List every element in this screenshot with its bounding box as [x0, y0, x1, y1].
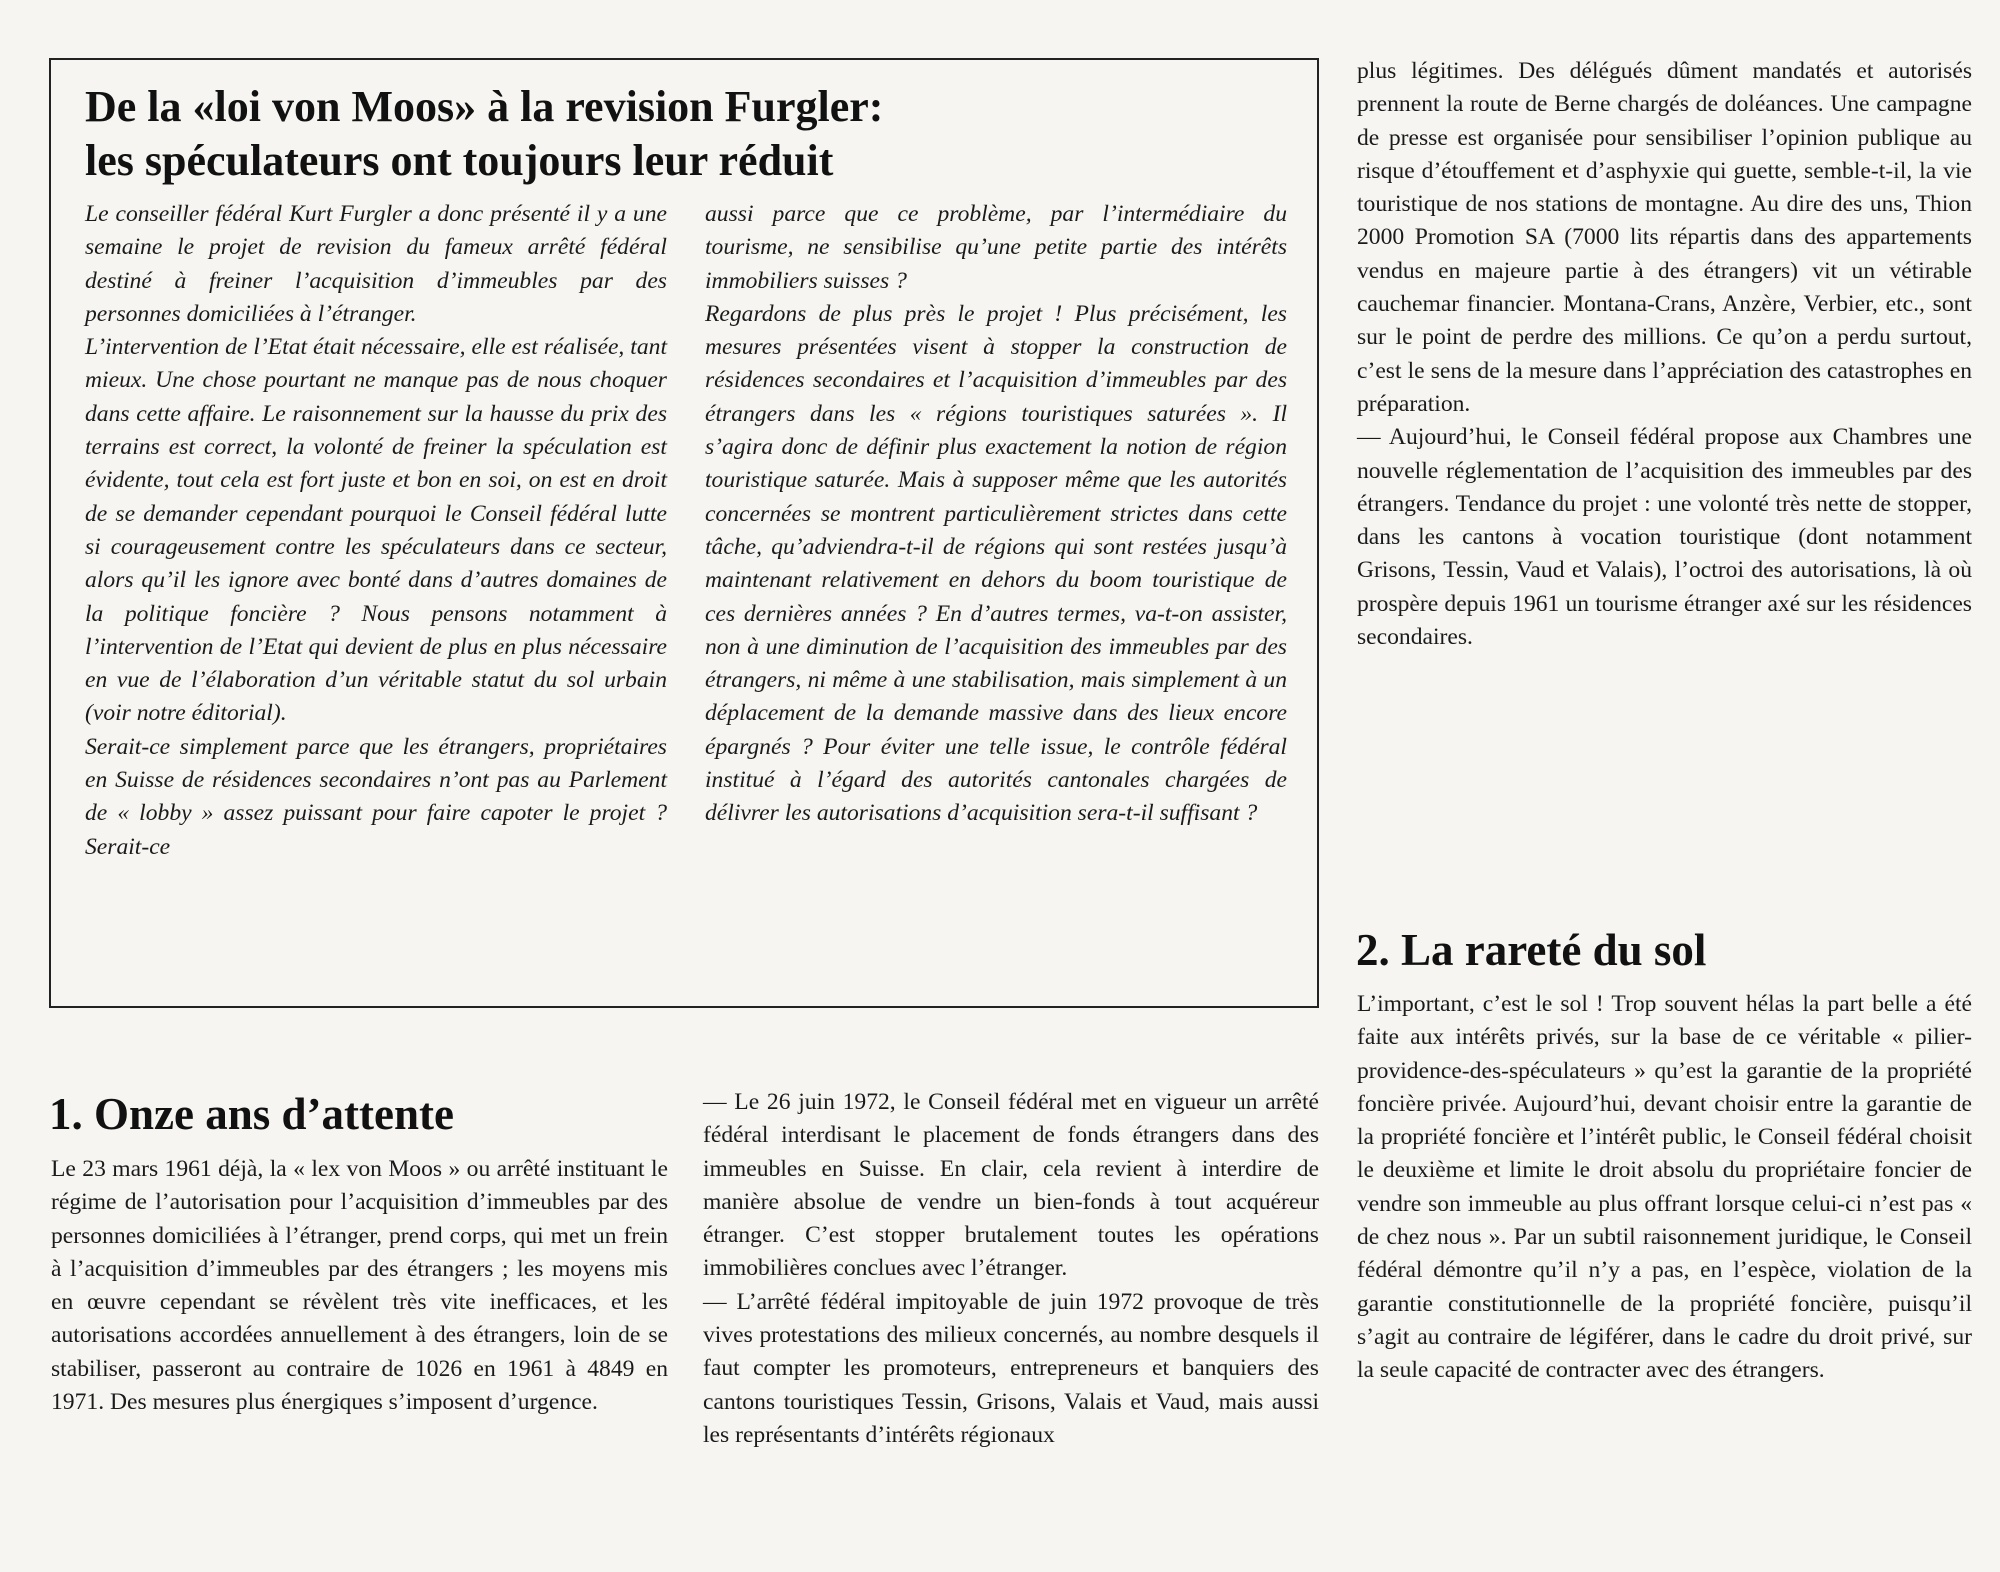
lead-paragraph: Le conseiller fédéral Kurt Furgler a donc présenté il y a une semaine le projet de revision du fameux arrêté fédéral destiné à freiner l’acquisition d’immeubles par des personnes domiciliées à l’étranger. — [85, 201, 667, 327]
lead-box — [49, 58, 1319, 1008]
lead-column-1 — [85, 198, 667, 864]
section-2-title: 2. La rareté du sol — [1356, 925, 1707, 975]
section-1-column-2 — [703, 1086, 1319, 1452]
body-paragraph: plus légitimes. Des délégués dûment mandatés et autorisés prennent la route de Berne chargés de doléances. Une campagne de presse est organisée pour sensibiliser l’opinion publique au risque d’étouffement et d’asphyxie qui guette, semble-t-il, la vie touristique de nos stations de montagne. Au dire des uns, Thion 2000 Promotion SA (7000 lits répartis dans des appartements vendus en majeure partie à des étrangers) vit un vétirable cauchemar financier. Montana-Crans, Anzère, Verbier, etc., sont sur le point de perdre des millions. Ce qu’on a perdu surtout, c’est le sens de la mesure dans l’appréciation des catastrophes en préparation. — [1357, 58, 1972, 417]
headline-line-2: les spéculateurs ont toujours leur réduit — [85, 136, 834, 185]
lead-paragraph: Regardons de plus près le projet ! Plus précisément, les mesures présentées visent à stopper la construction de résidences secondaires et l’acquisition d’immeubles par des étrangers dans les « régions touristiques saturées ». Il s’agira donc de définir plus exactement la notion de région touristique saturée. Mais à supposer même que les autorités concernées se montrent particulièrement strictes dans cette tâche, qu’adviendra-t-il de régions qui sont restées jusqu’à maintenant relativement en dehors du boom touristique de ces dernières années ? En d’autres termes, va-t-on assister, non à une diminution de l’acquisition des immeubles par des étrangers, ni même à une stabilisation, mais simplement à un déplacement de la demande massive dans des lieux encore épargnés ? Pour éviter une telle issue, le contrôle fédéral institué à l’égard des autorités cantonales chargées de délivrer les autorisations d’acquisition sera-t-il suffisant ? — [705, 300, 1287, 827]
body-paragraph: L’important, c’est le sol ! Trop souvent hélas la part belle a été faite aux intérêts privés, sur la base de ce véritable « pilier-providence-des-spéculateurs » qu’est la garantie de la propriété foncière privée. Aujourd’hui, devant choisir entre la garantie de la propriété foncière et l’intérêt public, le Conseil fédéral choisit le deuxième et limite le droit absolu du propriétaire foncier de vendre son immeuble au plus offrant lorsque celui-ci n’est pas « de chez nous ». Par un subtil raisonnement juridique, le Conseil fédéral démontre qu’il n’y a pas, en l’espèce, violation de la garantie constitutionnelle de la propriété foncière, puisqu’il s’agit au contraire de légiférer, dans le cadre du droit privé, sur la seule capacité de contracter avec des étrangers. — [1357, 991, 1972, 1384]
headline-line-1: De la «loi von Moos» à la revision Furgler: — [85, 82, 884, 131]
lead-column-2 — [705, 198, 1287, 864]
lead-paragraph: L’intervention de l’Etat était nécessaire, elle est réalisée, tant mieux. Une chose pourtant ne manque pas de nous choquer dans cette affaire. Le raisonnement sur la hausse du prix des terrains est correct, la volonté de freiner la spéculation est évidente, tout cela est fort juste et bon en soi, on est en droit de se demander cependant pourquoi le Conseil fédéral lutte si courageusement contre les spéculateurs dans ce secteur, alors qu’il les ignore avec bonté dans d’autres domaines de la politique foncière ? Nous pensons notamment à l’intervention de l’Etat qui devient de plus en plus nécessaire en vue de l’élaboration d’un véritable statut du sol urbain (voir notre éditorial). — [85, 334, 667, 727]
headline — [85, 80, 1287, 188]
body-paragraph: Le 23 mars 1961 déjà, la « lex von Moos » ou arrêté instituant le régime de l’autorisation pour l’acquisition d’immeubles par des personnes domiciliées à l’étranger, prend corps, qui met un frein à l’acquisition d’immeubles par des étrangers ; les moyens mis en œuvre cependant se révèlent très vite inefficaces, et les autorisations accordées annuellement à des étrangers, loin de se stabiliser, passeront au contraire de 1026 en 1961 à 4849 en 1971. Des mesures plus énergiques s’imposent d’urgence. — [51, 1156, 668, 1416]
lead-paragraph: aussi parce que ce problème, par l’intermédiaire du tourisme, ne sensibilise qu’une petite partie des intérêts immobiliers suisses ? — [705, 201, 1287, 294]
body-paragraph: — Le 26 juin 1972, le Conseil fédéral met en vigueur un arrêté fédéral interdisant le placement de fonds étrangers dans des immeubles en Suisse. En clair, cela revient à interdire de manière absolue de vendre un bien-fonds à tout acquéreur étranger. C’est stopper brutalement toutes les opérations immobilières conclues avec l’étranger. — [703, 1089, 1319, 1282]
section-1-column-1 — [51, 1153, 668, 1419]
lead-columns — [85, 198, 1287, 864]
lead-paragraph: Serait-ce simplement parce que les étrangers, propriétaires en Suisse de résidences secondaires n’ont pas au Parlement de « lobby » assez puissant pour faire capoter le projet ? Serait-ce — [85, 733, 667, 860]
section-1-title: 1. Onze ans d’attente — [49, 1089, 454, 1139]
body-paragraph: — Aujourd’hui, le Conseil fédéral propose aux Chambres une nouvelle réglementation de l’acquisition des immeubles par des étrangers. Tendance du projet : une volonté très nette de stopper, dans les cantons à vocation touristique (dont notamment Grisons, Tessin, Vaud et Valais), l’octroi des autorisations, là où prospère depuis 1961 un tourisme étranger axé sur les résidences secondaires. — [1357, 424, 1972, 651]
right-column-top — [1357, 55, 1972, 654]
section-2-column — [1357, 988, 1972, 1388]
body-paragraph: — L’arrêté fédéral impitoyable de juin 1972 provoque de très vives protestations des milieux concernés, au nombre desquels il faut compter les promoteurs, entrepreneurs et banquiers des cantons touristiques Tessin, Grisons, Valais et Vaud, mais aussi les représentants d’intérêts régionaux — [703, 1288, 1319, 1448]
